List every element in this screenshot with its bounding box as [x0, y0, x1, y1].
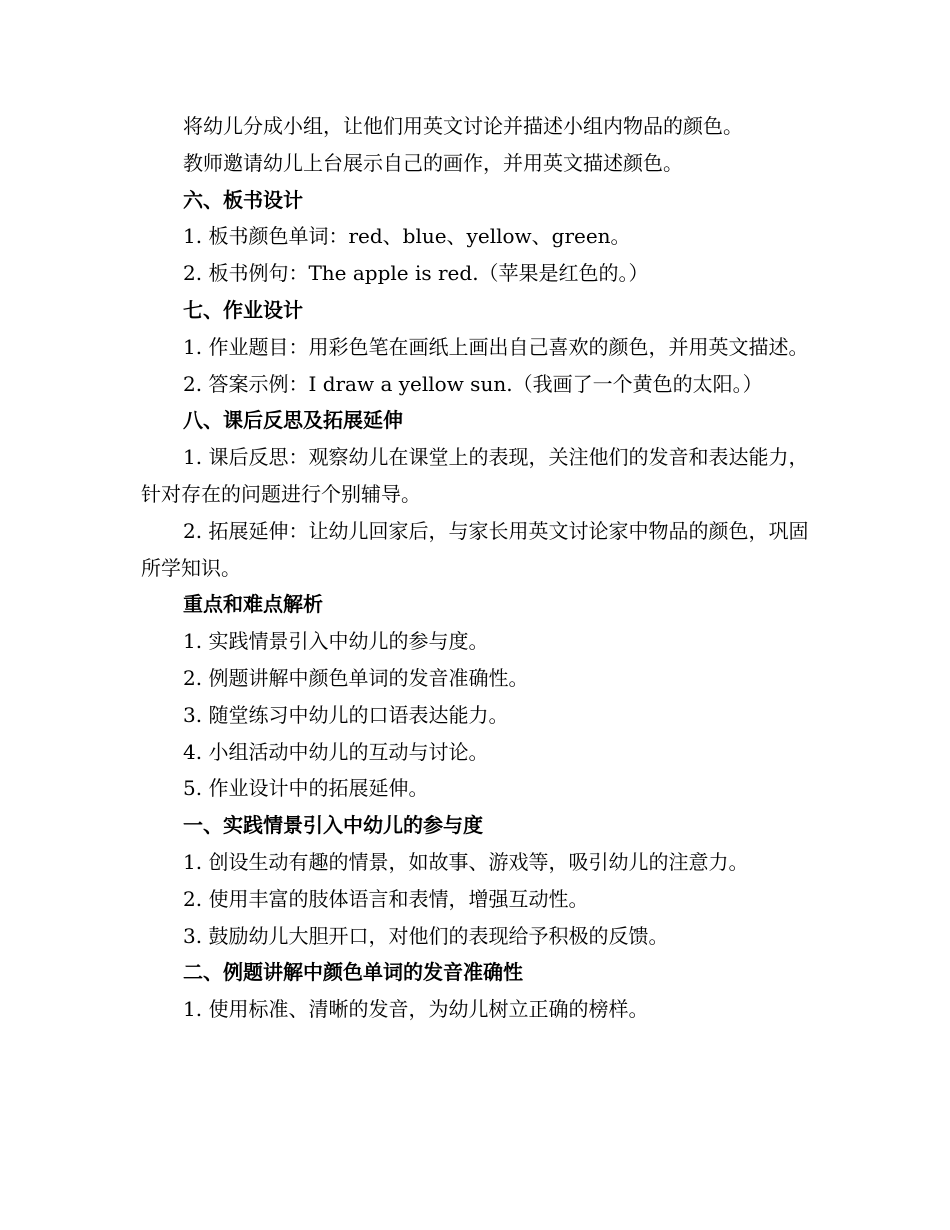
list-item: 2. 答案示例：I draw a yellow sun.（我画了一个黄色的太阳。） — [183, 371, 763, 396]
section-heading: 重点和难点解析 — [183, 592, 323, 617]
document-body — [141, 108, 821, 1028]
section-heading: 一、实践情景引入中幼儿的参与度 — [183, 813, 483, 838]
list-item: 2. 使用丰富的肢体语言和表情，增强互动性。 — [183, 886, 589, 911]
section-heading: 六、板书设计 — [183, 187, 303, 212]
list-item: 1. 使用标准、清晰的发音，为幼儿树立正确的榜样。 — [183, 997, 649, 1022]
list-item: 2. 例题讲解中颜色单词的发音准确性。 — [183, 665, 529, 690]
list-item: 2. 板书例句：The apple is red.（苹果是红色的。） — [183, 261, 649, 286]
paragraph: 将幼儿分成小组，让他们用英文讨论并描述小组内物品的颜色。 — [183, 114, 743, 138]
list-item: 3. 随堂练习中幼儿的口语表达能力。 — [183, 702, 509, 727]
section-heading: 八、课后反思及拓展延伸 — [183, 408, 403, 433]
list-item: 4. 小组活动中幼儿的互动与讨论。 — [183, 739, 489, 764]
list-item: 1. 课后反思：观察幼儿在课堂上的表现，关注他们的发音和表达能力，针对存在的问题进行个别辅导。 — [141, 445, 809, 506]
list-item: 1. 作业题目：用彩色笔在画纸上画出自己喜欢的颜色，并用英文描述。 — [183, 334, 809, 359]
section-heading: 二、例题讲解中颜色单词的发音准确性 — [183, 960, 523, 985]
list-item: 5. 作业设计中的拓展延伸。 — [183, 776, 429, 801]
paragraph: 教师邀请幼儿上台展示自己的画作，并用英文描述颜色。 — [183, 150, 683, 175]
list-item: 1. 实践情景引入中幼儿的参与度。 — [183, 629, 489, 654]
section-heading: 七、作业设计 — [183, 297, 303, 322]
list-item: 1. 创设生动有趣的情景，如故事、游戏等，吸引幼儿的注意力。 — [183, 849, 749, 874]
list-item: 3. 鼓励幼儿大胆开口，对他们的表现给予积极的反馈。 — [183, 923, 669, 948]
list-item: 2. 拓展延伸：让幼儿回家后，与家长用英文讨论家中物品的颜色，巩固所学知识。 — [141, 518, 809, 580]
list-item: 1. 板书颜色单词：red、blue、yellow、green。 — [183, 224, 631, 249]
